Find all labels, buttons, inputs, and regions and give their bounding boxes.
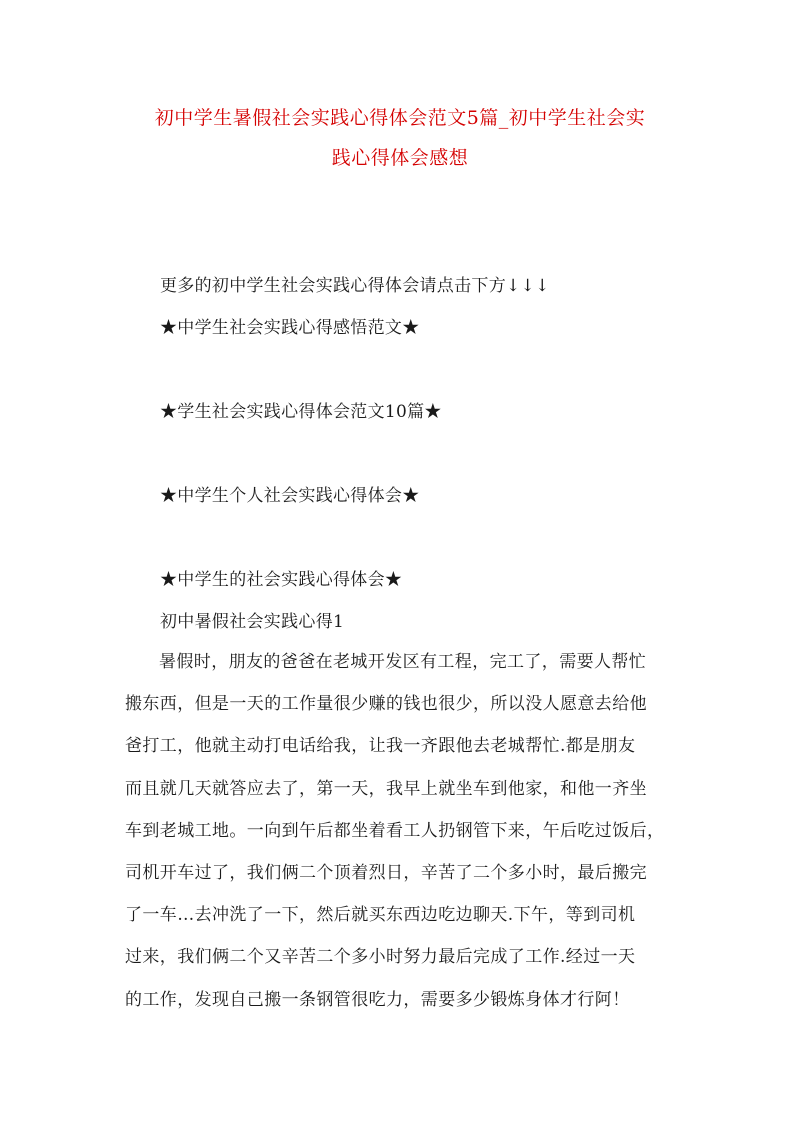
paragraph-line: 的工作，发现自己搬一条钢管很吃力，需要多少锻炼身体才行阿！ <box>125 989 630 1010</box>
link-item-1[interactable]: ★中学生社会实践心得感悟范文★ <box>160 318 420 338</box>
paragraph-line: 暑假时，朋友的爸爸在老城开发区有工程，完工了，需要人帮忙 <box>159 652 647 672</box>
document-title <box>110 98 690 178</box>
link-item-4[interactable]: ★中学生的社会实践心得体会★ <box>160 570 403 590</box>
link-item-3[interactable]: ★中学生个人社会实践心得体会★ <box>160 486 420 506</box>
section-heading: 初中暑假社会实践心得1 <box>160 612 345 632</box>
paragraph-line: 而且就几天就答应去了，第一天，我早上就坐车到他家，和他一齐坐 <box>125 778 647 799</box>
title-line-2: 践心得体会感想 <box>331 147 469 169</box>
intro-text: 更多的初中学生社会实践心得体会请点击下方↓↓↓ <box>160 276 550 296</box>
title-line-1: 初中学生暑假社会实践心得体会范文5篇_初中学生社会实 <box>154 107 646 129</box>
paragraph-line: 司机开车过了，我们俩二个顶着烈日，辛苦了二个多小时，最后搬完 <box>125 863 647 884</box>
body-paragraph <box>125 641 685 1021</box>
paragraph-line: 了一车…去冲洗了一下，然后就买东西边吃边聊天.下午，等到司机 <box>125 905 636 926</box>
paragraph-line: 爸打工，他就主动打电话给我，让我一齐跟他去老城帮忙.都是朋友 <box>125 736 636 757</box>
paragraph-line: 车到老城工地。一向到午后都坐着看工人扔钢管下来，午后吃过饭后， <box>125 820 665 841</box>
paragraph-line: 过来，我们俩二个又辛苦二个多小时努力最后完成了工作.经过一天 <box>125 947 636 968</box>
paragraph-line: 搬东西，但是一天的工作量很少赚的钱也很少，所以没人愿意去给他 <box>125 694 647 715</box>
link-item-2[interactable]: ★学生社会实践心得体会范文10篇★ <box>160 402 442 422</box>
